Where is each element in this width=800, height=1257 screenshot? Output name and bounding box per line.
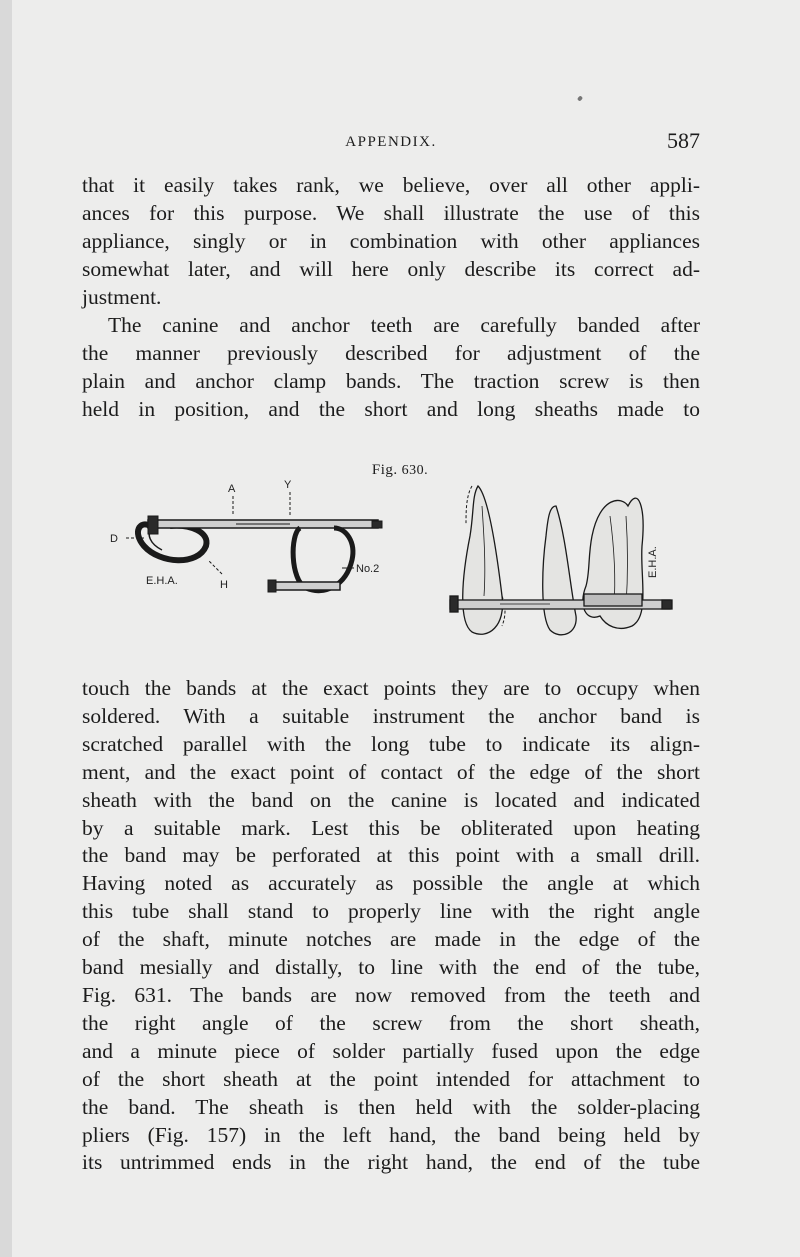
text-line: pliers (Fig. 157) in the left hand, the band being held by	[82, 1122, 700, 1147]
text-line: sheath with the band on the canine is located and indicated	[82, 787, 700, 812]
text-line: Fig. 631. The bands are now removed from the teeth and	[82, 982, 700, 1007]
text-line: that it easily takes rank, we believe, over all other appli-	[82, 173, 700, 197]
teeth-illustration	[450, 486, 672, 635]
text-line: scratched parallel with the long tube to indicate its align-	[82, 731, 700, 756]
label-a: A	[228, 483, 236, 495]
text-line: Having noted as accurately as possible the angle at which	[82, 871, 700, 896]
text-line: band mesially and distally, to line with the end of the tube,	[82, 955, 700, 980]
page-number: 587	[667, 128, 700, 153]
text-line: the manner previously described for adjustment of the	[82, 340, 700, 365]
text-line: justment.	[82, 284, 162, 309]
text-line: and a minute piece of solder partially fused upon the edge	[82, 1038, 700, 1063]
text-line: The canine and anchor teeth are carefully banded after	[108, 313, 700, 337]
text-line: soldered. With a suitable instrument the anchor band is	[82, 703, 700, 728]
text-line: plain and anchor clamp bands. The traction screw is then	[82, 368, 700, 393]
paragraph-2	[82, 312, 700, 424]
label-y: Y	[284, 479, 292, 491]
text-line: ment, and the exact point of contact of the edge of the short	[82, 759, 700, 784]
text-line: somewhat later, and will here only describe its correct ad-	[82, 256, 700, 281]
text-line: the right angle of the screw from the short sheath,	[82, 1010, 700, 1035]
label-no2: No.2	[356, 563, 380, 575]
label-h: H	[220, 579, 228, 591]
text-line: held in position, and the short and long sheaths made to	[82, 396, 700, 421]
text-line: touch the bands at the exact points they are to occupy when	[82, 676, 700, 700]
text-line: by a suitable mark. Lest this be obliterated upon heating	[82, 815, 700, 840]
text-line: the band. The sheath is then held with the solder-placing	[82, 1094, 700, 1119]
label-d: D	[110, 533, 118, 545]
figure-caption-number: 630.	[401, 463, 429, 478]
text-line: of the shaft, minute notches are made in the edge of the	[82, 927, 700, 952]
figure-caption-prefix: Fig.	[371, 462, 398, 478]
paragraph-3	[82, 675, 700, 1177]
figure-630-illustration	[110, 476, 690, 646]
label-initials-left: E.H.A.	[146, 575, 178, 587]
text-line: of the short sheath at the point intended for attachment to	[82, 1066, 700, 1091]
text-line: appliance, singly or in combination with other appliances	[82, 228, 700, 253]
running-head: APPENDIX.	[345, 134, 437, 150]
text-line: its untrimmed ends in the right hand, the end of the tube	[82, 1150, 700, 1175]
text-line: this tube shall stand to properly line with the right angle	[82, 899, 700, 924]
label-initials-right: E.H.A.	[647, 546, 659, 578]
text-line: ances for this purpose. We shall illustrate the use of this	[82, 200, 700, 225]
text-line: the band may be perforated at this point with a small drill.	[82, 843, 700, 868]
page-header	[82, 128, 700, 160]
paragraph-1	[82, 172, 700, 312]
